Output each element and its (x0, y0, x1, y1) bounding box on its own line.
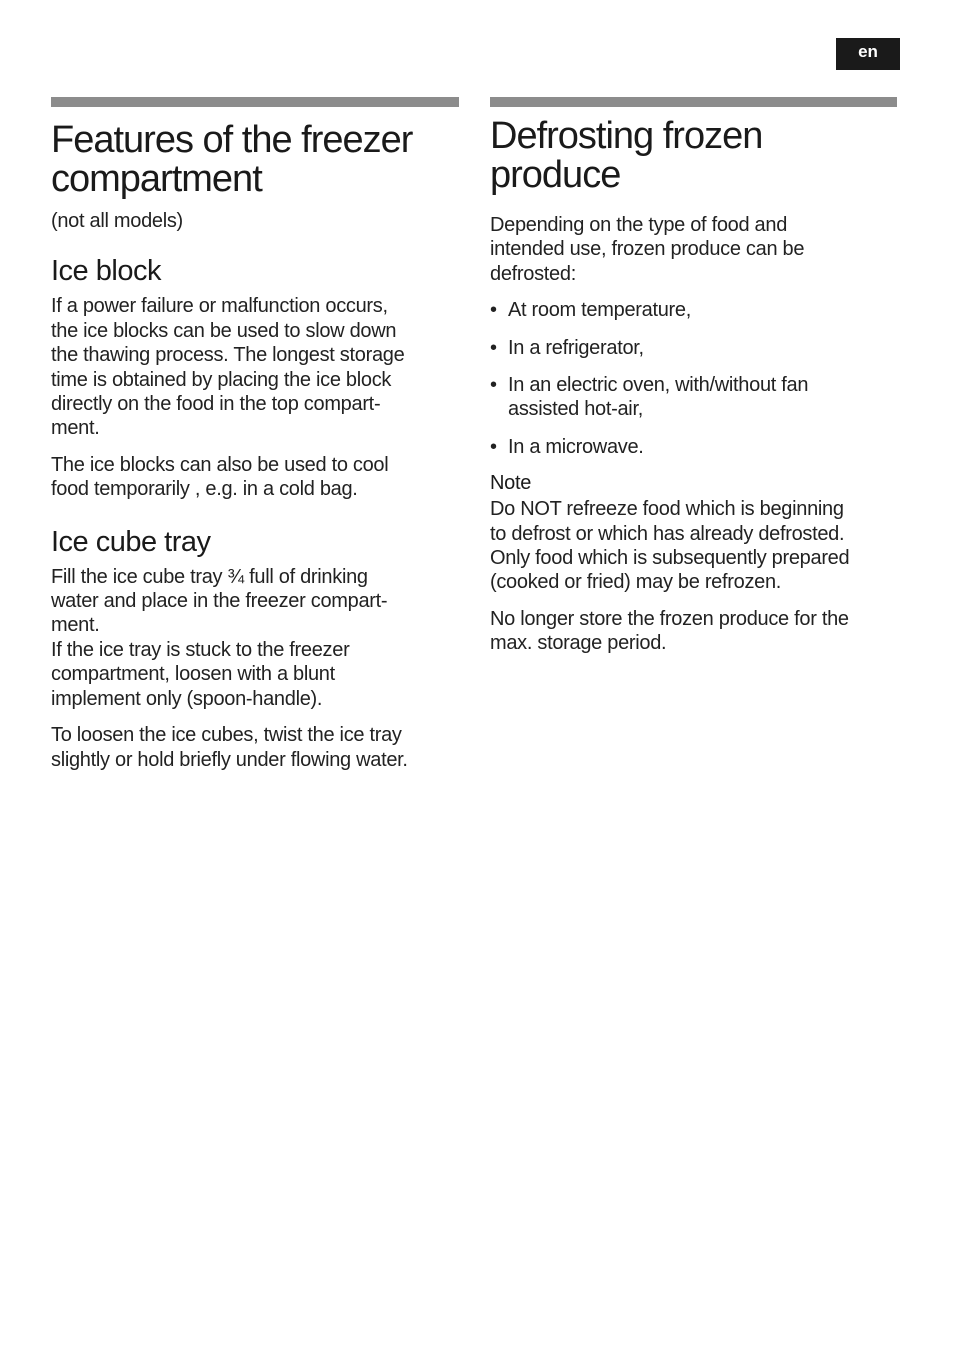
language-badge: en (836, 38, 900, 70)
section-rule (51, 97, 459, 107)
list-item-text: At room temperature, (508, 299, 691, 322)
right-column (490, 97, 902, 656)
section-title-freezer-features: Features of the freezer compartment (51, 119, 413, 200)
ice-cube-tray-paragraph-1: Fill the ice cube tray ¾ full of drinking water and place in the freezer compart- ment. If the ice tray is stuck to the freezer compartment, loosen with a blunt implement only (spoon-handle). (51, 565, 388, 710)
list-item (490, 336, 902, 360)
ice-cube-tray-paragraph-2: To loosen the ice cubes, twist the ice tray slightly or hold briefly under flowing water. (51, 724, 408, 771)
section-subtitle: (not all models) (51, 210, 183, 232)
note-text: Do NOT refreeze food which is beginning to defrost or which has already defrosted. Only food which is subsequently prepared (cooked or fried) may be refrozen. (490, 498, 850, 594)
list-item-text: In a refrigerator, (508, 336, 644, 359)
list-item-text: In an electric oven, with/without fan assisted hot-air, (508, 374, 809, 421)
list-item (490, 435, 902, 459)
section-rule (490, 97, 897, 107)
defrosting-intro: Depending on the type of food and intended use, frozen produce can be defrosted: (490, 214, 805, 285)
left-column (51, 97, 459, 772)
heading-ice-block: Ice block (51, 255, 161, 288)
ice-block-paragraph-2: The ice blocks can also be used to cool food temporarily , e.g. in a cold bag. (51, 453, 389, 501)
list-item-text: In a microwave. (508, 435, 644, 458)
list-item (490, 373, 902, 422)
list-item (490, 298, 902, 322)
note-label: Note (490, 472, 532, 495)
ice-block-paragraph-1: If a power failure or malfunction occurs, the ice blocks can be used to slow down the thawing process. The longest storage time is obtained by placing the ice block directly on the food in the top compart- ment. (51, 295, 405, 440)
defrosting-methods-list (490, 298, 902, 459)
heading-ice-cube-tray: Ice cube tray (51, 525, 211, 558)
section-title-defrosting: Defrosting frozen produce (490, 115, 763, 196)
storage-closing-text: No longer store the frozen produce for the max. storage period. (490, 607, 849, 655)
